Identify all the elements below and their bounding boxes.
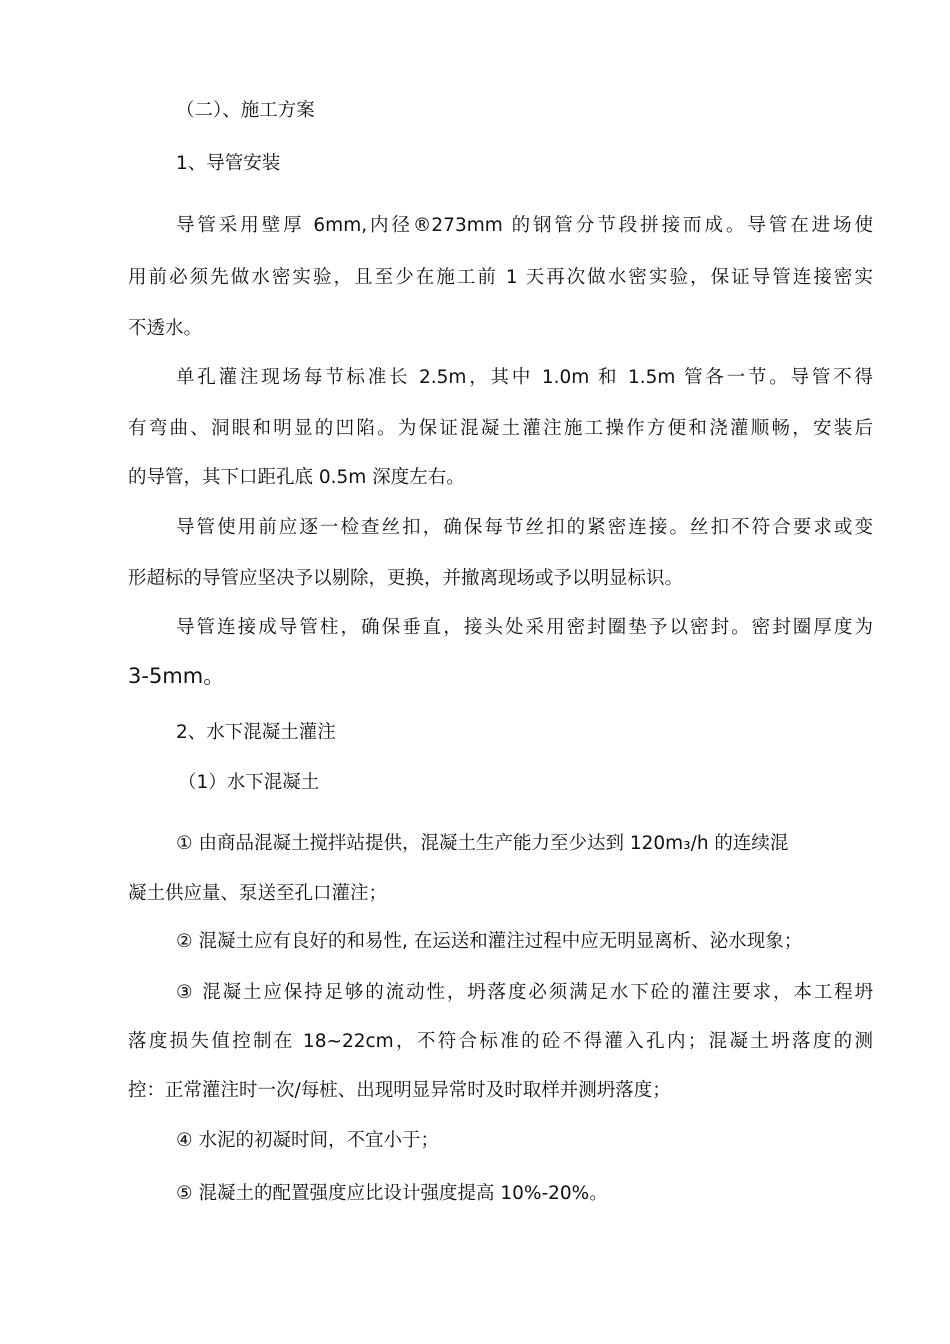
item-heading-underwater-concrete: （1）水下混凝土 [178,772,320,793]
list-item-3-line-3: 控：正常灌注时一次/每桩、出现明显异常时及时取样并测坍落度； [128,1080,671,1101]
paragraph-seal-ring-line-1: 导管连接成导管柱，确保垂直，接头处采用密封圈垫予以密封。密封圈厚度为 [176,617,873,638]
list-item-2: ② 混凝土应有良好的和易性, 在运送和灌注过程中应无明显离析、泌水现象； [176,931,803,952]
subsection-title-underwater-concrete-pouring: 2、水下混凝土灌注 [176,722,336,743]
subsection-title-conduit-installation: 1、导管安装 [176,153,281,174]
list-item-4: ④ 水泥的初凝时间，不宜小于； [176,1130,439,1151]
paragraph-conduit-material-line-3: 不透水。 [128,318,203,339]
list-item-3-line-2: 落度损失值控制在 18~22cm，不符合标准的砼不得灌入孔内；混凝土坍落度的测 [128,1031,873,1052]
section-heading: （二）、施工方案 [176,100,315,121]
paragraph-seal-ring-line-2: 3-5mm。 [128,664,225,688]
paragraph-thread-check-line-2: 形超标的导管应坚决予以剔除，更换，并撤离现场或予以明显标识。 [128,568,684,589]
paragraph-conduit-material-line-1: 导管采用壁厚 6mm,内径®273mm 的钢管分节段拼接而成。导管在进场使 [176,215,873,236]
paragraph-segment-length-line-1: 单孔灌注现场每节标准长 2.5m，其中 1.0m 和 1.5m 管各一节。导管不得 [176,367,873,388]
list-item-1-line-1: ① 由商品混凝土搅拌站提供，混凝土生产能力至少达到 120m₃/h 的连续混 [176,833,789,854]
list-item-3-line-1: ③ 混凝土应保持足够的流动性，坍落度必须满足水下砼的灌注要求，本工程坍 [176,982,873,1003]
paragraph-segment-length-line-2: 有弯曲、洞眼和明显的凹陷。为保证混凝土灌注施工操作方便和浇灌顺畅，安装后 [128,418,873,439]
list-item-1-line-2: 凝土供应量、泵送至孔口灌注； [128,883,388,904]
list-item-5: ⑤ 混凝土的配置强度应比设计强度提高 10%-20%。 [176,1183,608,1204]
paragraph-segment-length-line-3: 的导管，其下口距孔底 0.5m 深度左右。 [128,467,465,488]
paragraph-thread-check-line-1: 导管使用前应逐一检查丝扣，确保每节丝扣的紧密连接。丝扣不符合要求或变 [176,517,873,538]
paragraph-conduit-material-line-2: 用前必须先做水密实验，且至少在施工前 1 天再次做水密实验，保证导管连接密实 [128,267,873,288]
